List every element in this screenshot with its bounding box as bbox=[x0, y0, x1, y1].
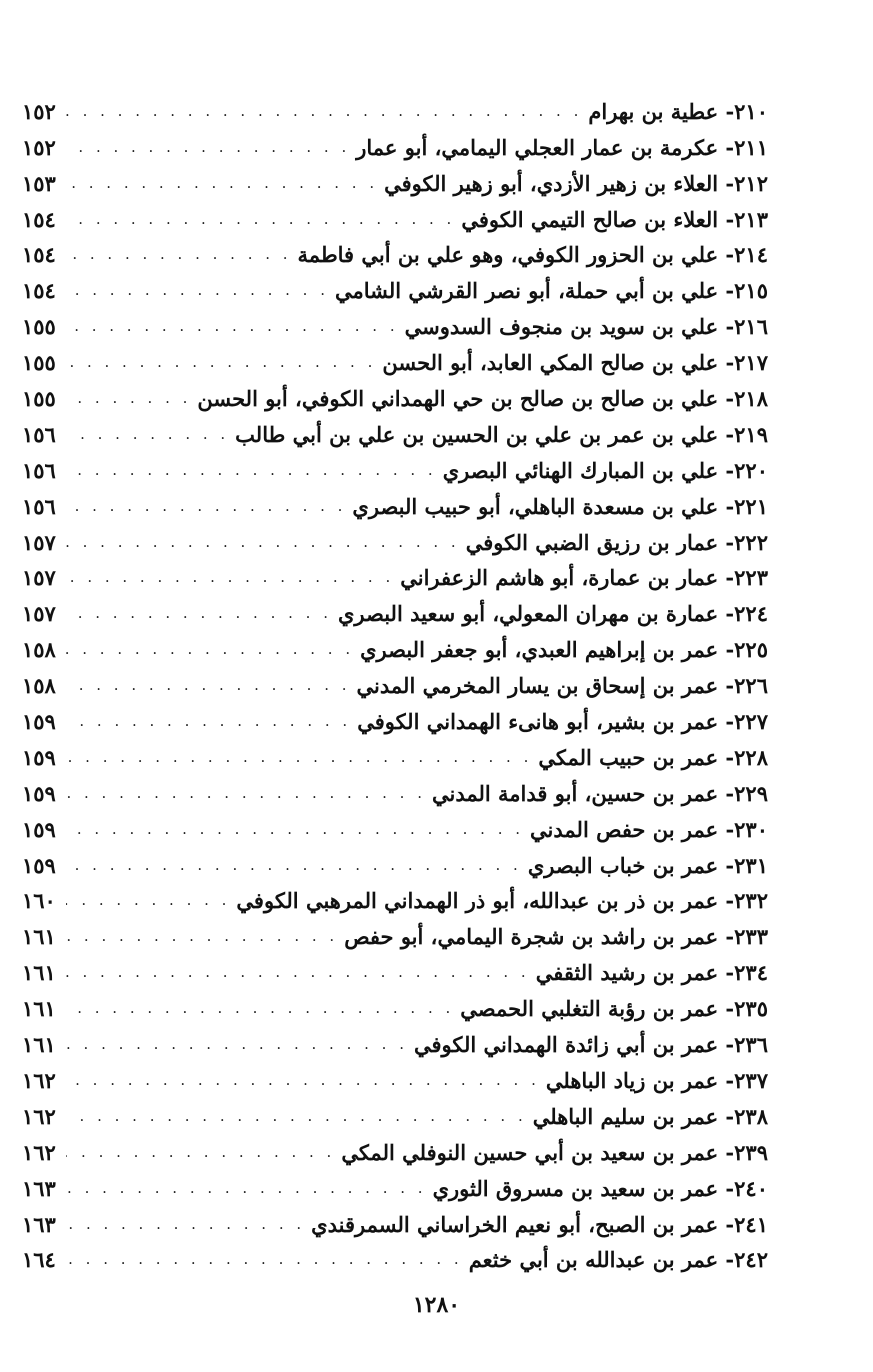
toc-entry-page: ١٦١ bbox=[22, 924, 56, 950]
toc-entry-page: ١٥٩ bbox=[22, 709, 56, 735]
toc-entry bbox=[22, 911, 768, 950]
toc-entry bbox=[22, 230, 768, 266]
toc-entry-title: ٢١٧- علي بن صالح المكي العابد، أبو الحسن bbox=[382, 350, 768, 376]
toc-entry-page: ١٦١ bbox=[22, 996, 56, 1022]
toc-entry-page: ١٥٥ bbox=[22, 386, 56, 412]
toc-entry bbox=[22, 588, 768, 627]
toc-entry-title: ٢٣٣- عمر بن راشد بن شجرة اليمامي، أبو حفص bbox=[344, 924, 768, 950]
page-number: ١٢٨٠ bbox=[412, 1292, 461, 1318]
dot-leader bbox=[66, 391, 191, 409]
toc-entry-page: ١٦١ bbox=[22, 1032, 56, 1058]
toc-entry-page: ١٥٩ bbox=[22, 816, 56, 842]
toc-entry-page: ١٦٢ bbox=[22, 1067, 56, 1093]
dot-leader bbox=[66, 319, 399, 337]
toc-entry-title: ٢٣٢- عمر بن ذر بن عبدالله، أبو ذر الهمداني المرهبي الكوفي bbox=[236, 888, 768, 914]
toc-entry bbox=[22, 445, 768, 481]
toc-entry-title: ٢٣١- عمر بن خباب البصري bbox=[527, 852, 768, 878]
toc-entry-title: ٢٢٩- عمر بن حسين، أبو قدامة المدني bbox=[431, 780, 768, 806]
toc-entry bbox=[22, 301, 768, 340]
toc-entry-title: ٢٢٨- عمر بن حبيب المكي bbox=[538, 744, 768, 770]
dot-leader bbox=[66, 714, 351, 732]
toc-entry bbox=[22, 983, 768, 1022]
dot-leader bbox=[66, 642, 354, 660]
toc-entry-page: ١٥٦ bbox=[22, 421, 56, 447]
toc-entry-title: ٢١٨- علي بن صالح بن صالح بن حي الهمداني الكوفي، أبو الحسن bbox=[197, 386, 768, 412]
dot-leader bbox=[66, 1073, 540, 1091]
table-of-contents bbox=[22, 86, 768, 1273]
toc-entry-title: ٢١٤- علي بن الحزور الكوفي، وهو علي بن أبي فاطمة bbox=[297, 242, 768, 268]
dot-leader bbox=[66, 104, 582, 122]
toc-entry bbox=[22, 1055, 768, 1091]
toc-entry-page: ١٥٤ bbox=[22, 278, 56, 304]
toc-entry bbox=[22, 804, 768, 840]
dot-leader bbox=[66, 786, 426, 804]
toc-entry-page: ١٥٨ bbox=[22, 673, 56, 699]
toc-entry bbox=[22, 1235, 768, 1271]
dot-leader bbox=[66, 1181, 427, 1199]
toc-entry bbox=[22, 517, 768, 553]
dot-leader bbox=[66, 606, 332, 624]
toc-entry-title: ٢١٦- علي بن سويد بن منجوف السدوسي bbox=[404, 314, 768, 340]
toc-entry bbox=[22, 409, 768, 445]
toc-entry bbox=[22, 553, 768, 589]
dot-leader bbox=[66, 247, 292, 265]
toc-entry-title: ٢٢٠- علي بن المبارك الهنائي البصري bbox=[442, 457, 768, 483]
dot-leader bbox=[66, 176, 378, 194]
toc-entry bbox=[22, 947, 768, 986]
toc-entry bbox=[22, 1019, 768, 1058]
toc-entry-page: ١٥٨ bbox=[22, 637, 56, 663]
toc-entry-page: ١٦١ bbox=[22, 960, 56, 986]
toc-entry-title: ٢٢٢- عمار بن رزيق الضبي الكوفي bbox=[465, 529, 768, 555]
toc-entry-page: ١٦٣ bbox=[22, 1175, 56, 1201]
toc-entry-page: ١٥٩ bbox=[22, 852, 56, 878]
toc-entry-title: ٢٣٥- عمر بن رؤبة التغلبي الحمصي bbox=[460, 996, 768, 1022]
toc-entry-page: ١٥٧ bbox=[22, 601, 56, 627]
dot-leader bbox=[66, 929, 338, 947]
dot-leader bbox=[66, 535, 460, 553]
toc-entry-title: ٢٢١- علي بن مسعدة الباهلي، أبو حبيب البصري bbox=[352, 493, 768, 519]
dot-leader bbox=[66, 750, 532, 768]
toc-entry-page: ١٥٣ bbox=[22, 170, 56, 196]
toc-entry-title: ٢٣٩- عمر بن سعيد بن أبي حسين النوفلي المكي bbox=[341, 1139, 768, 1165]
toc-entry bbox=[22, 660, 768, 699]
toc-entry bbox=[22, 876, 768, 912]
toc-entry-title: ٢٢٤- عمارة بن مهران المعولي، أبو سعيد البصري bbox=[337, 601, 768, 627]
toc-entry-title: ٢٢٣- عمار بن عمارة، أبو هاشم الزعفراني bbox=[400, 565, 768, 591]
dot-leader bbox=[66, 570, 394, 588]
toc-entry-title: ٢٣٨- عمر بن سليم الباهلي bbox=[532, 1103, 768, 1129]
toc-entry-page: ١٥٢ bbox=[22, 134, 56, 160]
toc-entry bbox=[22, 1163, 768, 1199]
dot-leader bbox=[66, 463, 437, 481]
toc-entry-page: ١٦٢ bbox=[22, 1103, 56, 1129]
toc-entry-page: ١٦٤ bbox=[22, 1247, 56, 1273]
toc-entry-page: ١٥٧ bbox=[22, 565, 56, 591]
toc-entry-title: ٢٤٢- عمر بن عبدالله بن أبي خثعم bbox=[468, 1247, 768, 1273]
toc-entry-title: ٢١١- عكرمة بن عمار العجلي اليمامي، أبو عمار bbox=[356, 134, 768, 160]
toc-entry bbox=[22, 1199, 768, 1235]
toc-entry bbox=[22, 122, 768, 158]
toc-entry-title: ٢٢٦- عمر بن إسحاق بن يسار المخرمي المدني bbox=[356, 673, 768, 699]
dot-leader bbox=[66, 678, 351, 696]
toc-entry bbox=[22, 481, 768, 517]
toc-entry-page: ١٥٩ bbox=[22, 744, 56, 770]
dot-leader bbox=[66, 140, 350, 158]
toc-entry-page: ١٥٥ bbox=[22, 350, 56, 376]
toc-entry bbox=[22, 624, 768, 663]
toc-entry-page: ١٥٦ bbox=[22, 493, 56, 519]
toc-entry-title: ٢٣٧- عمر بن زياد الباهلي bbox=[545, 1067, 768, 1093]
dot-leader bbox=[66, 965, 530, 983]
toc-entry bbox=[22, 337, 768, 376]
toc-entry bbox=[22, 1091, 768, 1127]
toc-entry-page: ١٦٠ bbox=[22, 888, 56, 914]
toc-entry-title: ٢٤١- عمر بن الصبح، أبو نعيم الخراساني السمرقندي bbox=[311, 1211, 768, 1237]
dot-leader bbox=[66, 499, 346, 517]
dot-leader bbox=[66, 1001, 454, 1019]
toc-entry-title: ٢٣٤- عمر بن رشيد الثقفي bbox=[535, 960, 768, 986]
toc-entry-title: ٢١٢- العلاء بن زهير الأزدي، أبو زهير الكوفي bbox=[384, 170, 768, 196]
toc-entry bbox=[22, 158, 768, 194]
dot-leader bbox=[66, 212, 455, 230]
toc-entry-title: ٢١٠- عطية بن بهرام bbox=[588, 98, 768, 124]
toc-entry-page: ١٥٤ bbox=[22, 242, 56, 268]
toc-entry bbox=[22, 696, 768, 735]
toc-entry-page: ١٦٣ bbox=[22, 1211, 56, 1237]
dot-leader bbox=[66, 893, 230, 911]
dot-leader bbox=[66, 858, 522, 876]
toc-entry-page: ١٥٥ bbox=[22, 314, 56, 340]
toc-entry-title: ٢١٥- علي بن أبي حملة، أبو نصر القرشي الشامي bbox=[335, 278, 768, 304]
dot-leader bbox=[66, 427, 229, 445]
toc-entry-title: ٢١٩- علي بن عمر بن علي بن الحسين بن علي بن أبي طالب bbox=[235, 421, 768, 447]
toc-entry bbox=[22, 732, 768, 768]
toc-entry bbox=[22, 194, 768, 230]
toc-entry bbox=[22, 840, 768, 876]
dot-leader bbox=[66, 1037, 408, 1055]
toc-entry-title: ٢١٣- العلاء بن صالح التيمي الكوفي bbox=[461, 206, 768, 232]
toc-entry-title: ٢٤٠- عمر بن سعيد بن مسروق الثوري bbox=[432, 1175, 768, 1201]
toc-entry-page: ١٥٧ bbox=[22, 529, 56, 555]
toc-entry bbox=[22, 768, 768, 804]
toc-entry-page: ١٦٢ bbox=[22, 1139, 56, 1165]
dot-leader bbox=[66, 283, 329, 301]
toc-entry-page: ١٥٩ bbox=[22, 780, 56, 806]
toc-entry bbox=[22, 373, 768, 412]
toc-entry bbox=[22, 1127, 768, 1163]
toc-entry-page: ١٥٦ bbox=[22, 457, 56, 483]
toc-entry-title: ٢٢٥- عمر بن إبراهيم العبدي، أبو جعفر البصري bbox=[360, 637, 768, 663]
dot-leader bbox=[66, 1217, 305, 1235]
toc-entry-title: ٢٢٧- عمر بن بشير، أبو هانىء الهمداني الكوفي bbox=[357, 709, 768, 735]
dot-leader bbox=[66, 822, 524, 840]
toc-entry bbox=[22, 265, 768, 304]
toc-entry bbox=[22, 86, 768, 122]
toc-entry-page: ١٥٢ bbox=[22, 98, 56, 124]
dot-leader bbox=[66, 355, 376, 373]
toc-entry-title: ٢٣٠- عمر بن حفص المدني bbox=[530, 816, 768, 842]
dot-leader bbox=[66, 1252, 463, 1270]
dot-leader bbox=[66, 1145, 335, 1163]
toc-entry-page: ١٥٤ bbox=[22, 206, 56, 232]
toc-entry-title: ٢٣٦- عمر بن أبي زائدة الهمداني الكوفي bbox=[413, 1032, 768, 1058]
dot-leader bbox=[66, 1109, 527, 1127]
